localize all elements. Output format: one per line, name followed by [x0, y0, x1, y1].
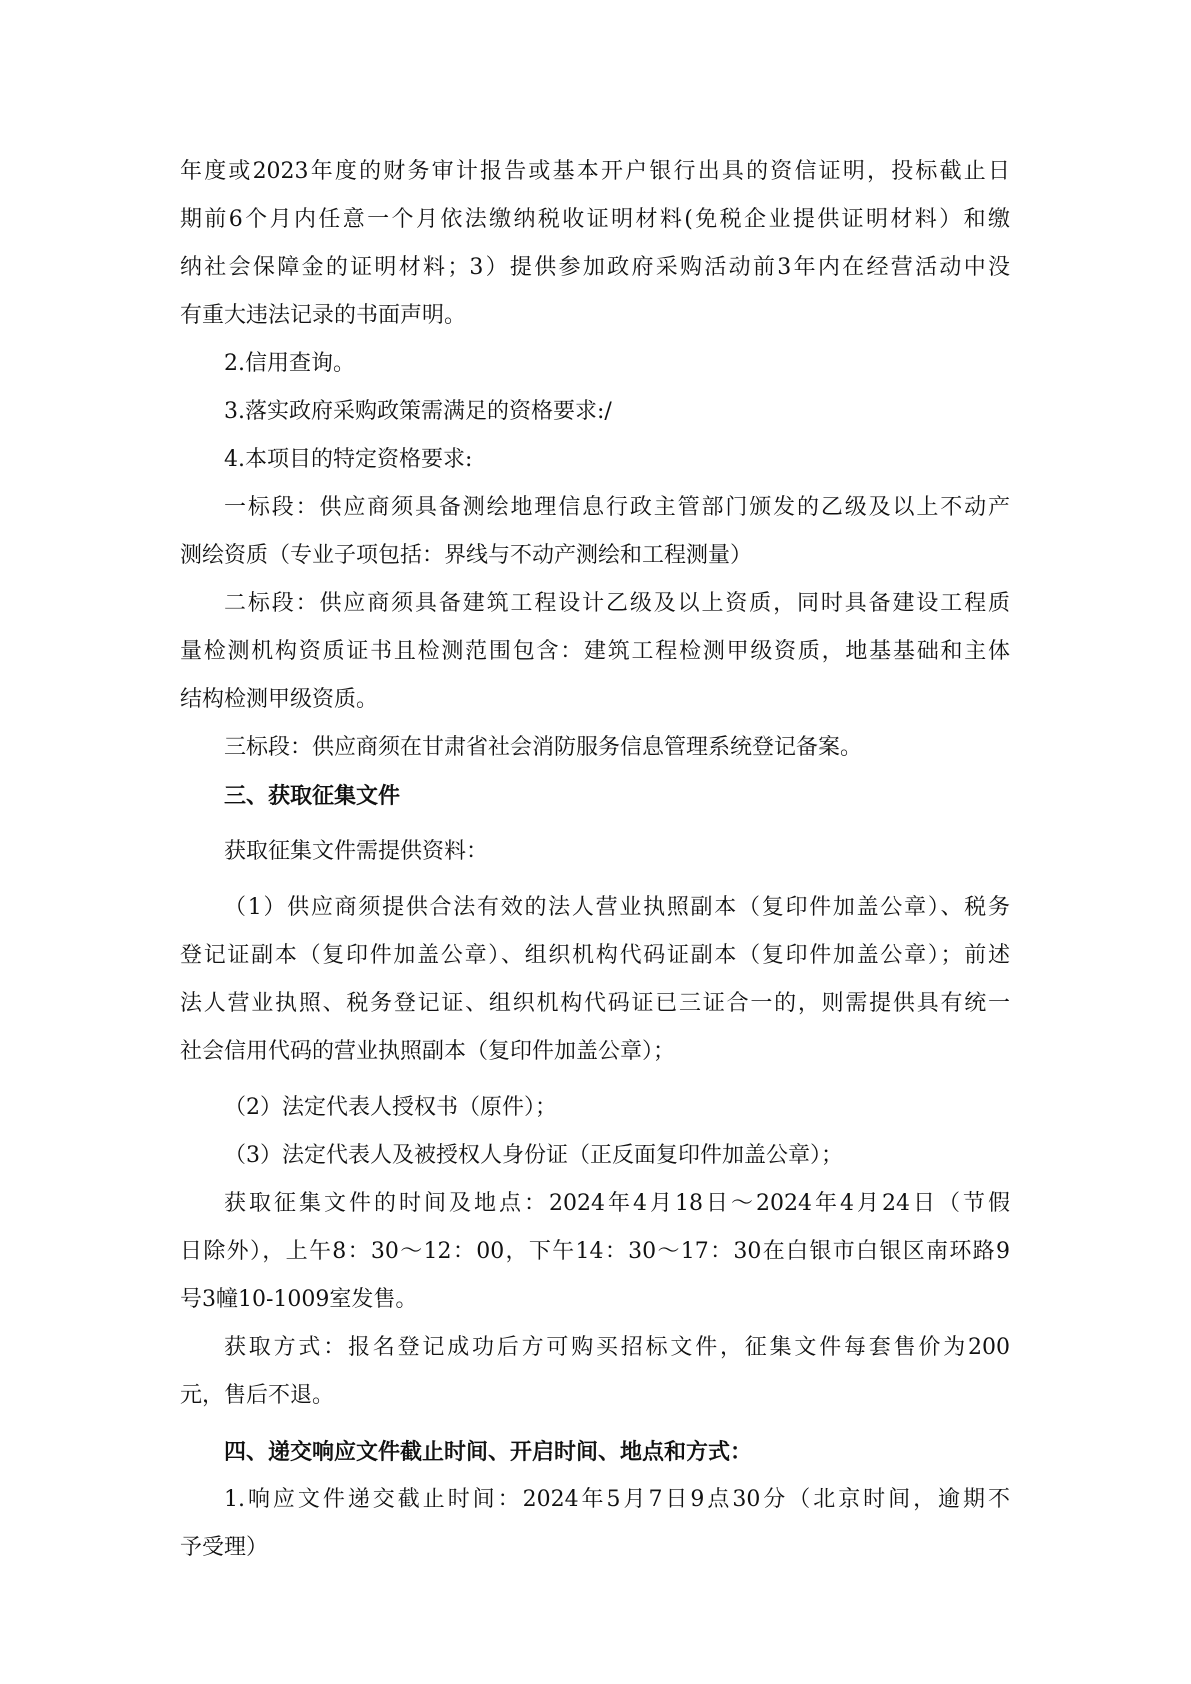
paragraph-line: 纳社会保障金的证明材料；3）提供参加政府采购活动前3年内在经营活动中没: [180, 255, 1010, 280]
paragraph-line: 二标段：供应商须具备建筑工程设计乙级及以上资质，同时具备建设工程质: [224, 591, 1010, 616]
section-heading: 四、递交响应文件截止时间、开启时间、地点和方式：: [224, 1439, 753, 1465]
paragraph-line: 元，售后不退。: [180, 1383, 335, 1408]
paragraph-line: 日除外），上午8：30～12：00，下午14：30～17：30在白银市白银区南环路9: [180, 1239, 1010, 1264]
paragraph-line: 1.响应文件递交截止时间：2024年5月7日9点30分（北京时间，逾期不: [224, 1487, 1010, 1512]
paragraph-line: 量检测机构资质证书且检测范围包含：建筑工程检测甲级资质，地基基础和主体: [180, 639, 1010, 664]
paragraph-line: 获取征集文件的时间及地点：2024年4月18日～2024年4月24日（节假: [224, 1191, 1010, 1216]
paragraph-line: 予受理）: [180, 1535, 269, 1560]
paragraph-line: 获取征集文件需提供资料：: [224, 839, 489, 864]
paragraph-line: 2.信用查询。: [224, 351, 355, 376]
paragraph-line: 登记证副本（复印件加盖公章）、组织机构代码证副本（复印件加盖公章）；前述: [180, 943, 1010, 968]
paragraph-line: （2）法定代表人授权书（原件）；: [224, 1095, 557, 1120]
paragraph-line: 社会信用代码的营业执照副本（复印件加盖公章）；: [180, 1039, 676, 1064]
paragraph-line: 获取方式：报名登记成功后方可购买招标文件，征集文件每套售价为200: [224, 1335, 1010, 1360]
paragraph-line: 测绘资质（专业子项包括：界线与不动产测绘和工程测量）: [180, 543, 753, 568]
paragraph-line: （3）法定代表人及被授权人身份证（正反面复印件加盖公章）；: [224, 1143, 843, 1168]
paragraph-line: 4.本项目的特定资格要求:: [224, 447, 473, 472]
paragraph-line: 一标段：供应商须具备测绘地理信息行政主管部门颁发的乙级及以上不动产: [224, 495, 1010, 520]
paragraph-line: 结构检测甲级资质。: [180, 687, 379, 712]
paragraph-line: 法人营业执照、税务登记证、组织机构代码证已三证合一的，则需提供具有统一: [180, 991, 1010, 1016]
paragraph-line: 号3幢10-1009室发售。: [180, 1287, 418, 1312]
paragraph-line: 3.落实政府采购政策需满足的资格要求:/: [224, 399, 612, 424]
paragraph-line: 有重大违法记录的书面声明。: [180, 303, 467, 328]
paragraph-line: 年度或2023年度的财务审计报告或基本开户银行出具的资信证明，投标截止日: [180, 159, 1010, 184]
paragraph-line: 期前6个月内任意一个月依法缴纳税收证明材料(免税企业提供证明材料）和缴: [180, 207, 1010, 232]
document-body: [180, 150, 1010, 1570]
section-heading: 三、获取征集文件: [224, 783, 401, 809]
paragraph-line: 三标段：供应商须在甘肃省社会消防服务信息管理系统登记备案。: [224, 735, 863, 760]
paragraph-line: （1）供应商须提供合法有效的法人营业执照副本（复印件加盖公章）、税务: [224, 895, 1010, 920]
